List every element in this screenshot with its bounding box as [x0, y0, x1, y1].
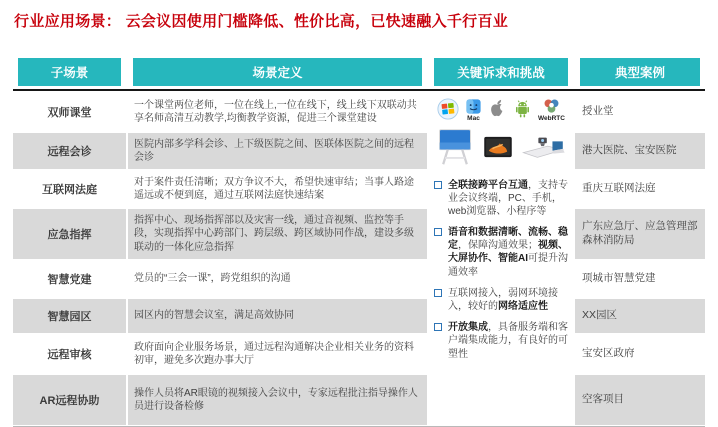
typical-case: 港大医院、宝安医院	[575, 133, 705, 169]
video-endpoint-image	[521, 132, 567, 166]
scenario-name: 双师课堂	[47, 107, 92, 119]
scenario-name: 应急指挥	[13, 209, 126, 259]
challenge-bullet: 开放集成，具备服务端和客户端集成能力，有良好的可塑性	[433, 321, 569, 361]
mac-icon	[465, 98, 482, 123]
webrtc-icon-label: WebRTC	[538, 115, 565, 122]
scenario-definition: 政府面向企业服务场景，通过远程沟通解决企业相关业务的资料初审，避免多次跑办事大厅	[134, 341, 414, 366]
apple-icon	[488, 98, 507, 120]
challenges-bullet-list	[432, 179, 570, 361]
column-header-subscenario: 子场景	[18, 58, 121, 86]
platform-icons-row	[432, 95, 570, 123]
bullet-square-icon	[434, 181, 442, 189]
table-body	[13, 93, 705, 427]
bullet-square-icon	[434, 289, 442, 297]
windows-icon	[437, 98, 459, 120]
scenario-name: 智慧党建	[47, 274, 92, 286]
typical-case: 重庆互联网法庭	[582, 182, 656, 195]
column-header-definition: 场景定义	[133, 58, 422, 86]
typical-case: XX园区	[575, 299, 705, 333]
scenario-definition: 园区内的智慧会议室，满足高效协同	[128, 299, 427, 333]
scenario-definition: 一个课堂两位老师，一位在线上,一位在线下，线上线下双联动共享名师高清互动教学,均衡教学资源，促进三个课堂建设	[134, 99, 417, 124]
challenge-bullet: 互联网接入，弱网环境接入，较好的网络适应性	[433, 287, 569, 313]
bullet-square-icon	[434, 228, 442, 236]
device-images-row	[432, 123, 570, 171]
challenges-merged-cell	[429, 93, 573, 425]
header-divider-line	[13, 89, 705, 91]
typical-case: 授业堂	[582, 105, 614, 118]
mac-icon-label: Mac	[467, 115, 480, 122]
typical-case: 空客项目	[575, 375, 705, 425]
scenario-definition: 党员的“三会一课”，跨党组织的沟通	[134, 273, 291, 285]
typical-case: 宝安区政府	[582, 347, 635, 360]
column-header-cases: 典型案例	[580, 58, 700, 86]
scenario-name: 互联网法庭	[42, 184, 97, 196]
table-header-row	[13, 58, 705, 86]
challenge-bullet: 全联接跨平台互通，支持专业会议终端，PC、手机，web浏览器、小程序等	[433, 179, 569, 219]
scenario-definition: 指挥中心、现场指挥部以及灾害一线，通过音视频、监控等手段，实现指挥中心跨部门、跨层级、跨区域协同作战，建设多级联动的一体化应急指挥	[128, 209, 427, 259]
scenario-definition: 操作人员将AR眼镜的视频接入会议中，专家远程批注指导操作人员进行设备检修	[128, 375, 427, 425]
scenario-name: AR远程协助	[13, 375, 126, 425]
bullet-square-icon	[434, 323, 442, 331]
scenario-name: 远程审核	[47, 349, 92, 361]
scenario-definition: 对于案件责任清晰；双方争议不大，希望快速审结；当事人路途遥远或不便到庭，通过互联网法庭快速结案	[134, 176, 414, 201]
scenario-name: 智慧园区	[13, 299, 126, 333]
webrtc-icon	[538, 98, 565, 123]
challenge-bullet: 语音和数据清晰、流畅、稳定，保障沟通效果；视频、大屏协作、智能AI可提升沟通效率	[433, 226, 569, 279]
whiteboard-terminal-image	[435, 127, 475, 170]
typical-case: 广东应急厅、应急管理部森林消防局	[575, 209, 705, 259]
column-header-challenges: 关键诉求和挑战	[434, 58, 568, 86]
scenario-definition: 医院内部多学科会诊、上下级医院之间、医联体医院之间的远程会诊	[128, 133, 427, 169]
scenario-name: 远程会诊	[13, 133, 126, 169]
tablet-screen-image	[483, 136, 513, 161]
page-title: 行业应用场景： 云会议因使用门槛降低、性价比高，已快速融入千行百业	[14, 13, 509, 30]
typical-case: 项城市智慧党建	[582, 272, 656, 285]
android-icon	[513, 98, 532, 120]
scenario-table	[13, 58, 705, 427]
